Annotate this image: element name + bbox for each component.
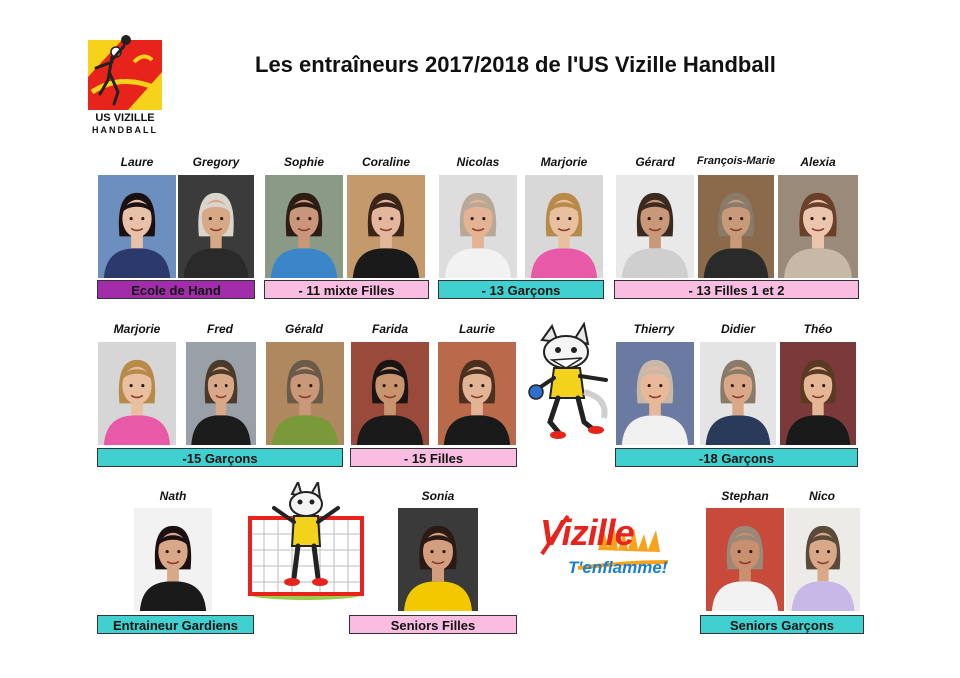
category-label: Ecole de Hand [97,280,255,299]
coach-name: Nath [159,489,187,503]
portrait-icon [616,342,694,445]
coach-photo [525,175,603,278]
category-label: - 15 Filles [350,448,517,467]
vizille-logo-word: Vizille [540,512,634,553]
coach-name: Laurie [458,322,495,336]
coach-name: Marjorie [540,155,588,169]
coach-name: Sonia [421,489,455,503]
portrait-icon [398,508,478,611]
coach-name: Stephan [721,489,769,503]
portrait-icon [98,342,176,445]
coach-photo [438,342,516,445]
coach-name: Fred [206,322,233,336]
portrait-icon [178,175,254,278]
portrait-icon [525,175,603,278]
coach-name: Farida [371,322,408,336]
coach-photo [706,508,784,611]
vizille-logo [538,510,672,592]
coach-photo [780,342,856,445]
wolf-mascot [522,322,614,442]
coach-photo [439,175,517,278]
coach-photo [266,342,344,445]
coach-photo [698,175,774,278]
coach-name: Gérald [284,322,323,336]
coach-name: Gérard [635,155,675,169]
goalkeeper-mascot-icon [244,482,368,600]
coach-photo [98,342,176,445]
portrait-icon [98,175,176,278]
wolf-mascot-icon [522,322,614,442]
coach-name: Gregory [192,155,240,169]
portrait-icon [186,342,256,445]
club-logo [82,32,168,138]
coach-name: François-Marie [696,155,776,167]
coach-name: Alexia [800,155,836,169]
coach-name: Théo [803,322,833,336]
coach-photo [786,508,860,611]
coach-photo [398,508,478,611]
portrait-icon [778,175,858,278]
category-label: - 11 mixte Filles [264,280,429,299]
coach-name: Marjorie [113,322,161,336]
portrait-icon [439,175,517,278]
portrait-icon [698,175,774,278]
portrait-icon [706,508,784,611]
category-label: - 13 Garçons [438,280,604,299]
portrait-icon [438,342,516,445]
coach-photo [134,508,212,611]
coach-name: Nicolas [456,155,500,169]
club-logo-line2: HANDBALL [92,125,158,135]
category-label: -18 Garçons [615,448,858,467]
category-label: Entraineur Gardiens [97,615,254,634]
portrait-icon [347,175,425,278]
coach-photo [347,175,425,278]
vizille-logo-slogan: T'enflamme! [568,558,668,577]
category-label: - 13 Filles 1 et 2 [614,280,859,299]
coach-photo [265,175,343,278]
portrait-icon [786,508,860,611]
coach-photo [616,342,694,445]
portrait-icon [616,175,694,278]
portrait-icon [134,508,212,611]
portrait-icon [780,342,856,445]
coach-name: Didier [720,322,755,336]
page-title: Les entraîneurs 2017/2018 de l'US Vizille Handball [255,52,776,77]
portrait-icon [266,342,344,445]
coach-name: Thierry [633,322,675,336]
coach-photo [178,175,254,278]
coach-photo [98,175,176,278]
coach-photo [700,342,776,445]
goalkeeper-mascot [244,482,368,600]
category-label: Seniors Garçons [700,615,864,634]
portrait-icon [351,342,429,445]
coach-photo [351,342,429,445]
portrait-icon [265,175,343,278]
coach-name: Laure [120,155,154,169]
coach-name: Sophie [283,155,324,169]
coach-name: Nico [808,489,835,503]
coach-photo [778,175,858,278]
coach-photo [186,342,256,445]
portrait-icon [700,342,776,445]
club-logo-line1: US VIZILLE [95,112,155,124]
coach-name: Coraline [361,155,410,169]
category-label: -15 Garçons [97,448,343,467]
category-label: Seniors Filles [349,615,517,634]
coach-photo [616,175,694,278]
